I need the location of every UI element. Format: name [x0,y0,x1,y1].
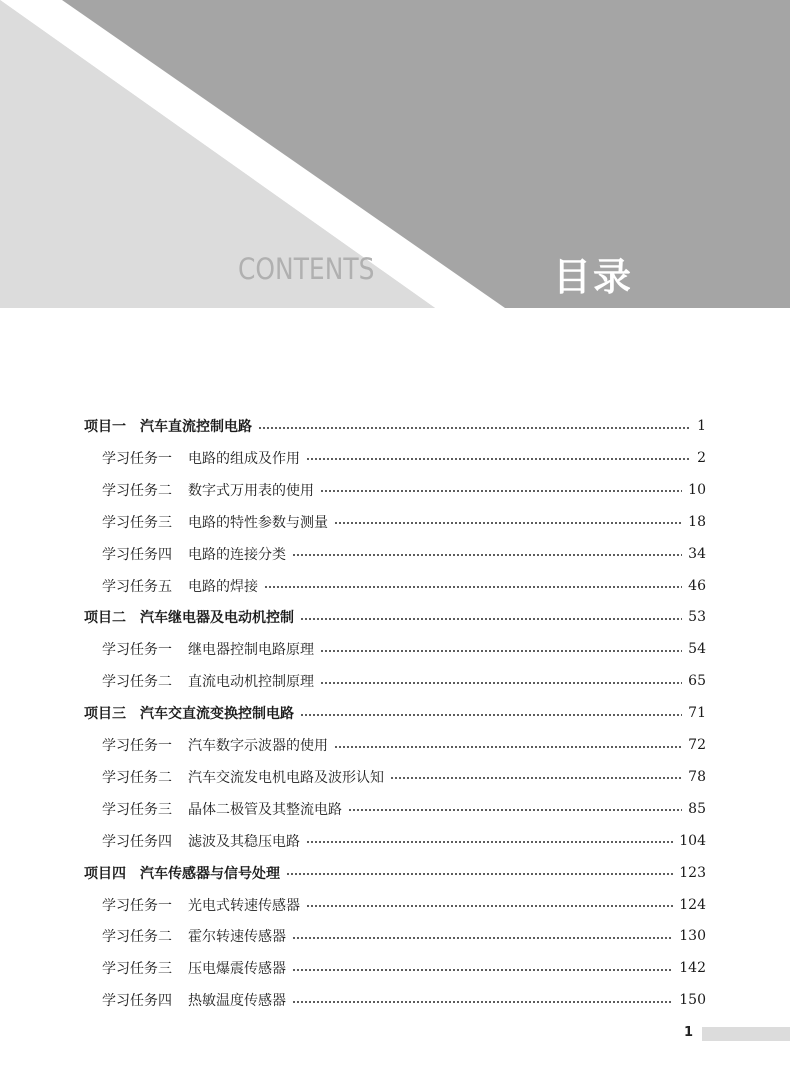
dot-leader [306,841,673,843]
toc-entry-title: 晶体二极管及其整流电路 [188,801,342,818]
toc-entry-page: 150 [679,992,706,1009]
toc-entry-number: 项目二 [84,610,126,627]
toc-entry-title: 汽车交直流变换控制电路 [140,706,294,723]
dot-leader [334,522,682,524]
toc-entry-title: 继电器控制电路原理 [188,642,314,659]
toc-entry-title: 电路的连接分类 [188,546,286,563]
page-title: 目录 [553,255,634,299]
toc-entry-title: 热敏温度传感器 [188,993,286,1010]
toc-task-entry[interactable] [102,670,706,692]
toc-entry-number: 学习任务三 [102,514,172,531]
toc-entry-page: 2 [697,449,706,466]
toc-entry-title: 光电式转速传感器 [188,897,300,914]
toc-task-entry[interactable] [102,830,706,852]
toc-task-entry[interactable] [102,957,706,979]
toc-entry-number: 学习任务一 [102,642,172,659]
dot-leader [264,586,682,588]
toc-entry-title: 汽车传感器与信号处理 [140,865,280,882]
toc-entry-page: 72 [688,737,706,753]
toc-entry-number: 学习任务一 [102,738,172,754]
toc-task-entry[interactable] [102,798,706,820]
toc-task-entry[interactable] [102,894,706,916]
toc-entry-number: 学习任务一 [102,897,172,914]
toc-entry-page: 130 [679,928,706,945]
toc-entry-page: 46 [688,577,706,594]
dot-leader [320,682,682,684]
toc-entry-page: 18 [688,513,706,530]
dot-leader [348,809,682,811]
toc-entry-title: 数字式万用表的使用 [188,482,314,499]
toc-entry-page: 124 [679,896,706,913]
dot-leader [292,554,682,556]
toc-entry-title: 滤波及其稳压电路 [188,833,300,850]
toc-project-entry[interactable] [84,415,706,437]
dot-leader [300,714,682,716]
dot-leader [320,490,682,492]
dot-leader [292,969,673,971]
contents-word: CONTENTS [238,252,375,286]
toc-entry-number: 学习任务二 [102,929,172,946]
dot-leader [300,618,682,620]
toc-entry-title: 汽车数字示波器的使用 [188,738,328,754]
toc-task-entry[interactable] [102,925,706,947]
toc-entry-number: 项目三 [84,706,126,723]
toc-entry-page: 142 [679,960,706,977]
footer-bar [702,1027,790,1041]
toc-entry-number: 项目一 [84,419,126,435]
toc-project-entry[interactable] [84,862,706,884]
toc-task-entry[interactable] [102,447,706,469]
toc-task-entry[interactable] [102,511,706,533]
toc-entry-page: 71 [688,705,706,722]
dot-leader [390,777,682,779]
toc-entry-title: 直流电动机控制原理 [188,674,314,691]
toc-project-entry[interactable] [84,702,706,724]
dot-leader [320,650,682,652]
dot-leader [334,746,682,748]
toc-entry-title: 汽车交流发电机电路及波形认知 [188,769,384,786]
toc-entry-page: 54 [688,641,706,658]
dot-leader [258,427,690,429]
toc-entry-number: 学习任务二 [102,482,172,499]
toc-entry-title: 霍尔转速传感器 [188,929,286,946]
toc-entry-title: 电路的组成及作用 [188,450,300,467]
toc-task-entry[interactable] [102,575,706,597]
toc-entry-page: 65 [688,673,706,690]
toc-task-entry[interactable] [102,766,706,788]
toc-entry-number: 学习任务五 [102,578,172,595]
toc-entry-page: 104 [679,832,706,849]
toc-task-entry[interactable] [102,638,706,660]
toc-entry-number: 学习任务四 [102,546,172,563]
toc-entry-title: 汽车继电器及电动机控制 [140,610,294,627]
page-number: 1 [684,1025,694,1040]
dot-leader [286,873,673,875]
dot-leader [292,1001,673,1003]
toc-entry-number: 学习任务四 [102,993,172,1010]
dot-leader [306,458,690,460]
toc-entry-number: 学习任务三 [102,801,172,818]
toc-entry-page: 123 [679,864,706,881]
toc-entry-number: 学习任务三 [102,961,172,978]
toc-entry-page: 53 [688,609,706,626]
toc-task-entry[interactable] [102,989,706,1011]
toc-entry-number: 学习任务二 [102,769,172,786]
toc-task-entry[interactable] [102,479,706,501]
toc-entry-title: 汽车直流控制电路 [140,419,252,435]
toc-entry-page: 10 [688,481,706,498]
toc-entry-number: 学习任务二 [102,674,172,691]
header-graphic [0,0,790,308]
toc-entry-number: 项目四 [84,865,126,882]
toc-entry-page: 85 [688,800,706,817]
toc-entry-number: 学习任务一 [102,450,172,467]
toc-task-entry[interactable] [102,734,706,756]
dot-leader [292,937,673,939]
toc-entry-page: 34 [688,545,706,562]
dot-leader [306,905,673,907]
toc-entry-title: 电路的焊接 [188,578,258,595]
toc-entry-title: 电路的特性参数与测量 [188,514,328,531]
toc-task-entry[interactable] [102,543,706,565]
toc-project-entry[interactable] [84,606,706,628]
toc-entry-page: 1 [697,418,706,434]
header-banner [0,0,790,308]
toc-entry-title: 压电爆震传感器 [188,961,286,978]
toc-entry-page: 78 [688,768,706,785]
toc-entry-number: 学习任务四 [102,833,172,850]
